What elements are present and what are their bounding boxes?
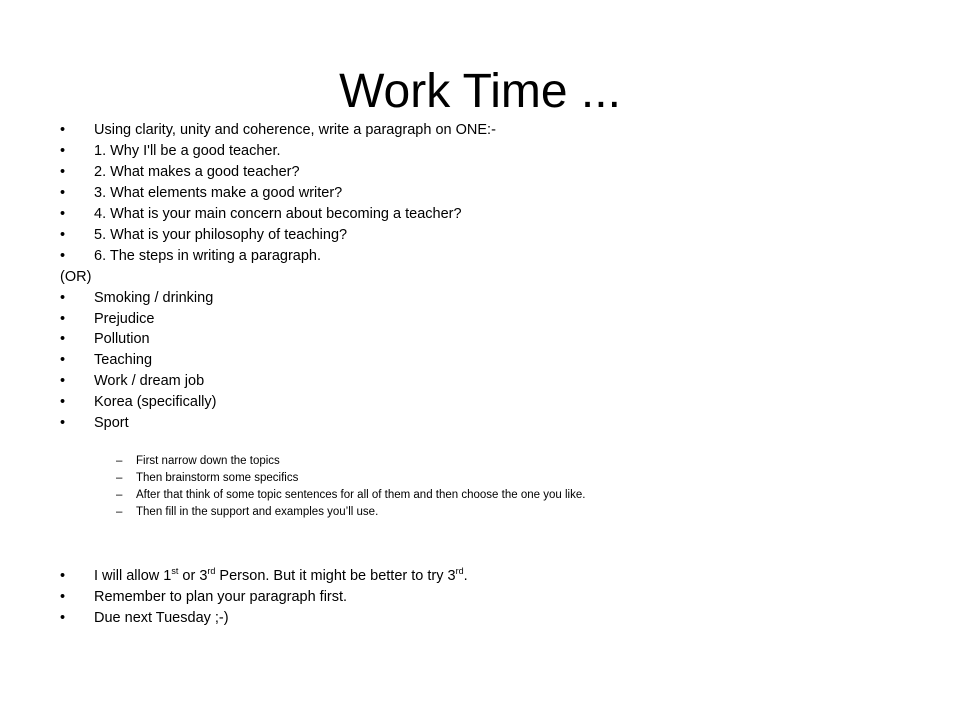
or-label: (OR) [60, 269, 92, 285]
dash: – [116, 472, 123, 484]
person-note: I will allow 1st or 3rd Person. But it might be better to try 3rd. [94, 566, 468, 584]
topic-text: Teaching [94, 352, 153, 368]
bullet: • [60, 143, 66, 159]
bullet: • [60, 290, 66, 306]
question-text: 1. Why I'll be a good teacher. [94, 143, 281, 159]
bullet: • [60, 122, 66, 138]
bullet: • [60, 248, 66, 264]
question-text: 6. The steps in writing a paragraph. [94, 248, 322, 264]
slide-title: Work Time ... [339, 65, 621, 118]
bullet: • [60, 352, 66, 368]
bullet: • [60, 373, 66, 389]
bullet: • [60, 568, 66, 584]
bullet: • [60, 227, 66, 243]
step-text: Then fill in the support and examples you’ll use. [136, 506, 379, 518]
topic-text: Pollution [94, 331, 150, 347]
bullet: • [60, 415, 66, 431]
topic-text: Smoking / drinking [94, 290, 214, 306]
bullet: • [60, 185, 66, 201]
bullet: • [60, 394, 66, 410]
question-text: 3. What elements make a good writer? [94, 185, 343, 201]
intro-text: Using clarity, unity and coherence, write a paragraph on ONE:- [94, 122, 496, 138]
step-text: After that think of some topic sentences for all of them and then choose the one you like. [136, 489, 586, 501]
question-text: 2. What makes a good teacher? [94, 164, 300, 180]
step-text: Then brainstorm some specifics [136, 472, 299, 484]
dash: – [116, 506, 123, 518]
dash: – [116, 489, 123, 501]
bullet: • [60, 206, 66, 222]
bullet: • [60, 164, 66, 180]
topic-text: Prejudice [94, 311, 155, 327]
bullet: • [60, 311, 66, 327]
topic-text: Sport [94, 415, 129, 431]
topic-text: Korea (specifically) [94, 394, 217, 410]
topic-text: Work / dream job [94, 373, 205, 389]
reminder-text: Remember to plan your paragraph first. [94, 589, 348, 605]
bullet: • [60, 331, 66, 347]
bullet: • [60, 610, 66, 626]
question-text: 4. What is your main concern about becoming a teacher? [94, 206, 462, 222]
reminder-text: Due next Tuesday ;-) [94, 610, 229, 626]
step-text: First narrow down the topics [136, 455, 280, 467]
dash: – [116, 455, 123, 467]
bullet: • [60, 589, 66, 605]
question-text: 5. What is your philosophy of teaching? [94, 227, 348, 243]
